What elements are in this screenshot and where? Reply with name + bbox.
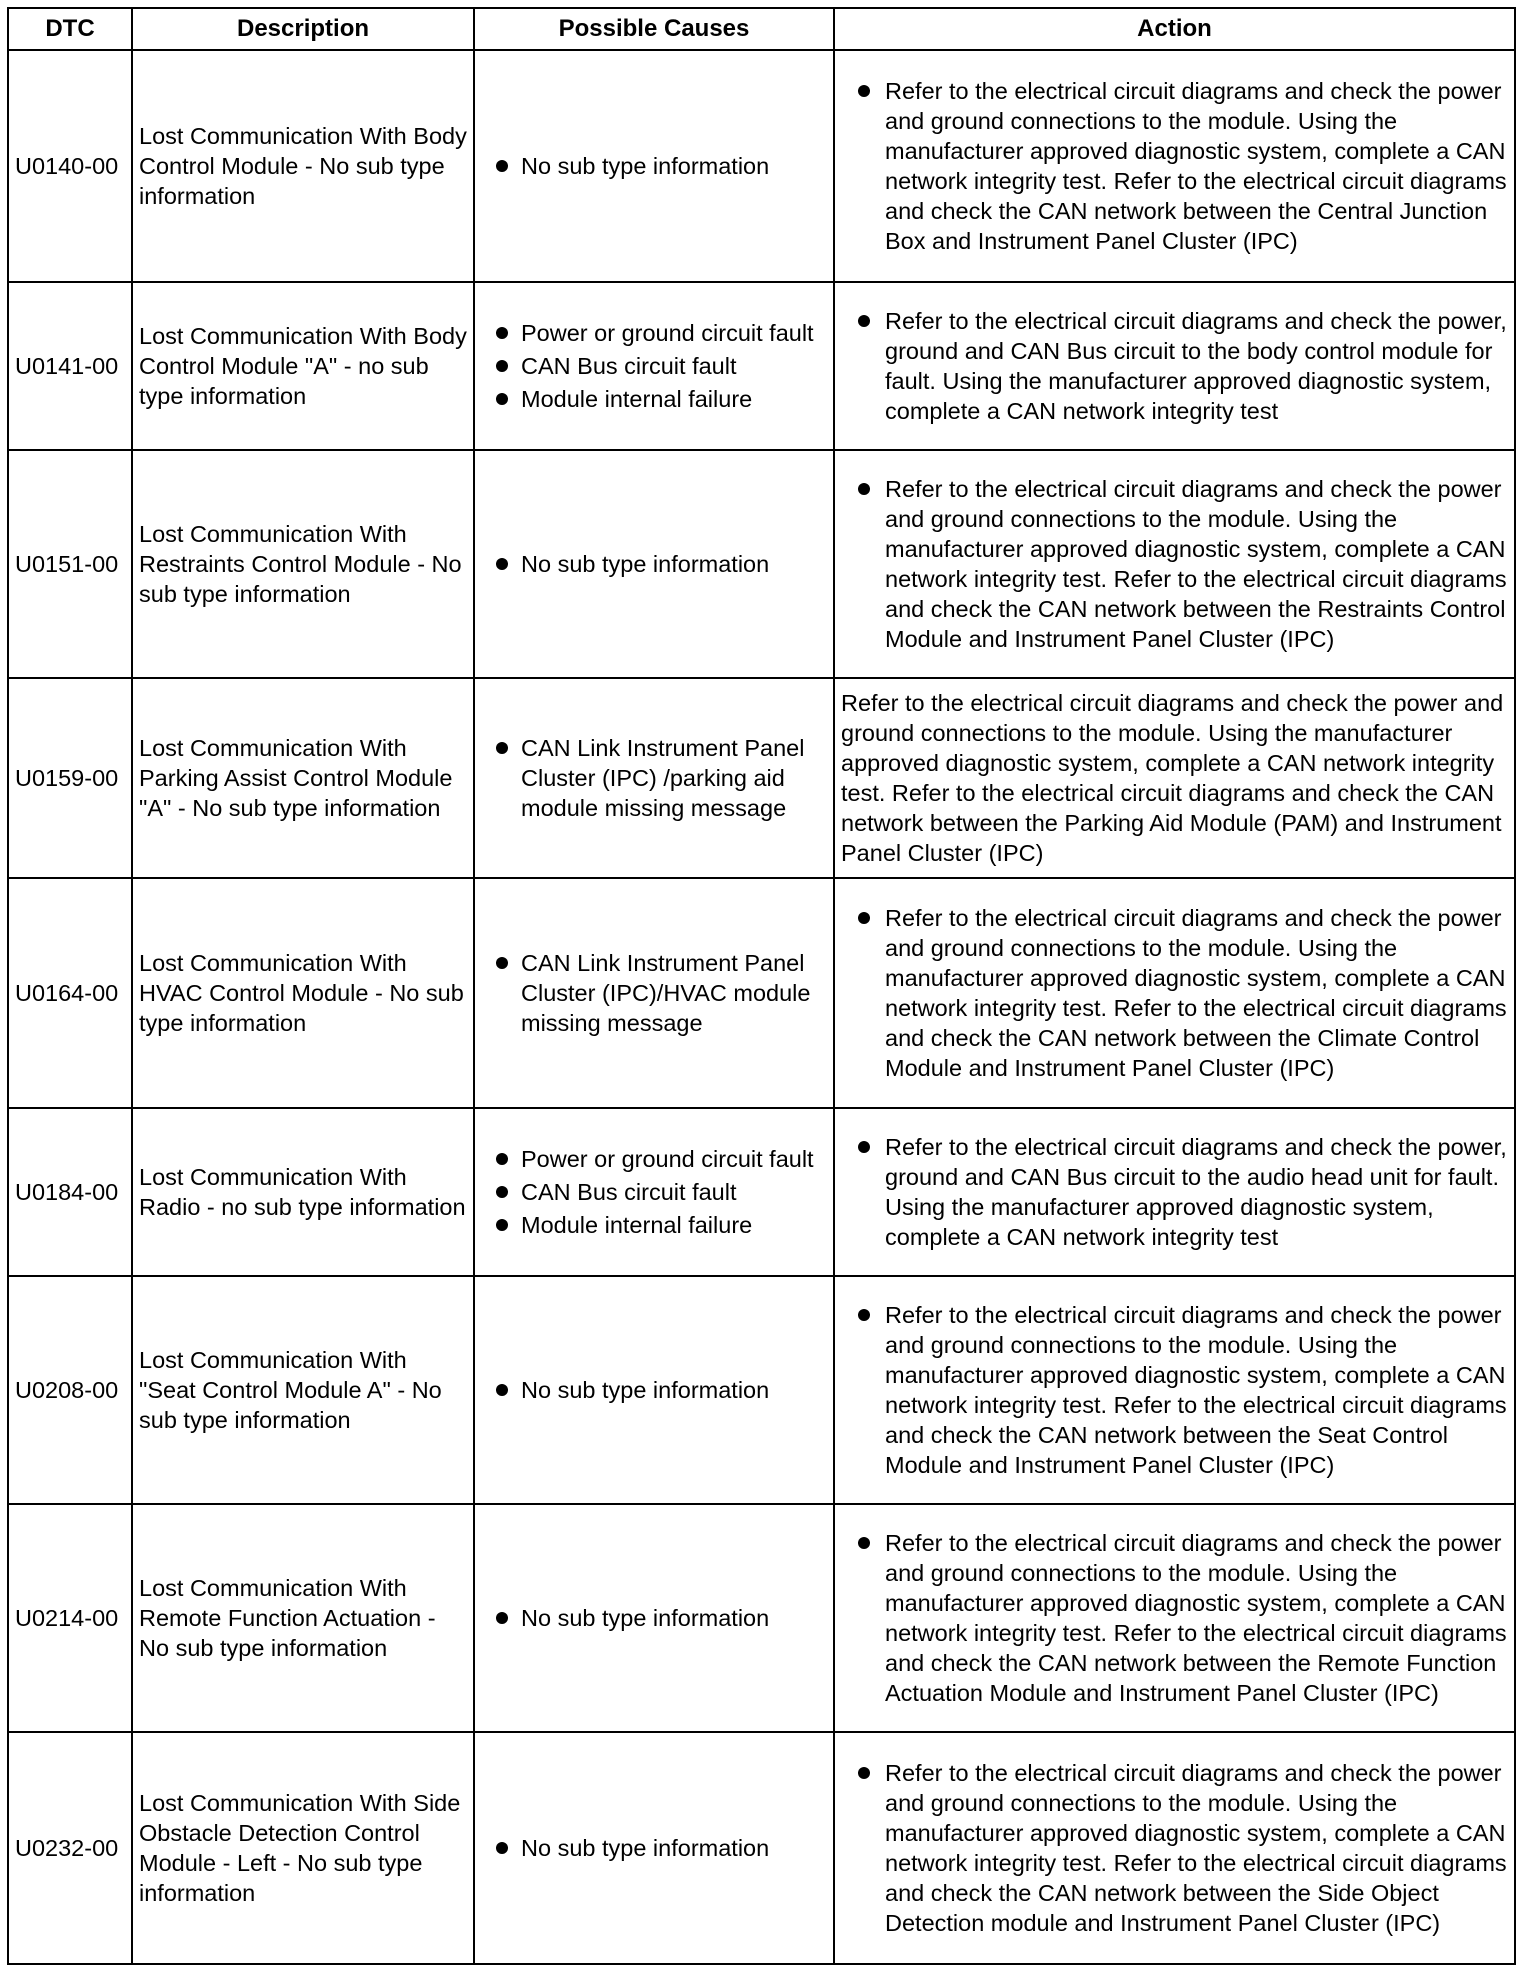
table-row: [8, 1504, 1515, 1732]
action-cell: [834, 1276, 1515, 1504]
cause-text: CAN Bus circuit fault: [521, 1179, 737, 1205]
dtc-description: Lost Communication With Restraints Control Module - No sub type information: [132, 450, 474, 678]
possible-causes-cell: [474, 1504, 834, 1732]
table-row: [8, 1276, 1515, 1504]
dtc-code: U0214-00: [8, 1504, 132, 1732]
cause-text: CAN Link Instrument Panel Cluster (IPC)/HVAC module missing message: [521, 950, 811, 1036]
possible-causes-cell: [474, 50, 834, 282]
list-item: [481, 318, 827, 348]
bullet-icon: [496, 393, 508, 405]
bullet-icon: [496, 327, 508, 339]
dtc-code: U0141-00: [8, 282, 132, 450]
table-row: [8, 282, 1515, 450]
causes-list: [481, 1144, 827, 1240]
table-row: [8, 1732, 1515, 1964]
action-cell: [834, 1108, 1515, 1276]
list-item: [841, 306, 1508, 426]
causes-list: [481, 948, 827, 1038]
action-list: [841, 1758, 1508, 1938]
cause-text: No sub type information: [521, 551, 770, 577]
action-cell: [834, 450, 1515, 678]
list-item: [481, 1144, 827, 1174]
dtc-description: Lost Communication With Remote Function Actuation - No sub type information: [132, 1504, 474, 1732]
list-item: [841, 1528, 1508, 1708]
action-cell: [834, 1732, 1515, 1964]
bullet-icon: [496, 1219, 508, 1231]
dtc-description: Lost Communication With Body Control Module "A" - no sub type information: [132, 282, 474, 450]
list-item: [481, 1603, 827, 1633]
table-row: [8, 450, 1515, 678]
header-description: Description: [132, 8, 474, 50]
bullet-icon: [496, 1612, 508, 1624]
action-list: [841, 306, 1508, 426]
list-item: [481, 1375, 827, 1405]
list-item: [841, 1758, 1508, 1938]
action-list: [841, 76, 1508, 256]
list-item: [481, 1177, 827, 1207]
bullet-icon: [858, 315, 870, 327]
possible-causes-cell: [474, 878, 834, 1108]
action-cell: [834, 50, 1515, 282]
action-cell: [834, 1504, 1515, 1732]
action-text: Refer to the electrical circuit diagrams and check the power and ground connections to the module. Using the manufacturer approved diagnostic system, complete a CAN network integrity test. Refer to the electrical circuit diagrams and check the CAN network between the Parking Aid Module (PAM) and Instrument Panel Cluster (IPC): [841, 690, 1504, 866]
document-page: [7, 7, 1514, 1965]
possible-causes-cell: [474, 1732, 834, 1964]
bullet-icon: [858, 483, 870, 495]
dtc-description: Lost Communication With Side Obstacle Detection Control Module - Left - No sub type information: [132, 1732, 474, 1964]
list-item: [841, 474, 1508, 654]
action-text: Refer to the electrical circuit diagrams and check the power and ground connections to the module. Using the manufacturer approved diagnostic system, complete a CAN network integrity test. Refer to the electrical circuit diagrams and check the CAN network between the Remote Function Actuation Module and Instrument Panel Cluster (IPC): [885, 1530, 1507, 1706]
bullet-icon: [496, 558, 508, 570]
bullet-icon: [858, 1767, 870, 1779]
table-row: [8, 878, 1515, 1108]
cause-text: CAN Link Instrument Panel Cluster (IPC) /parking aid module missing message: [521, 735, 805, 821]
list-item: [481, 384, 827, 414]
cause-text: No sub type information: [521, 1377, 770, 1403]
bullet-icon: [496, 1842, 508, 1854]
dtc-code: U0140-00: [8, 50, 132, 282]
dtc-description: Lost Communication With "Seat Control Module A" - No sub type information: [132, 1276, 474, 1504]
dtc-code: U0208-00: [8, 1276, 132, 1504]
list-item: [481, 948, 827, 1038]
list-item: [481, 151, 827, 181]
action-cell: [834, 678, 1515, 878]
cause-text: No sub type information: [521, 1605, 770, 1631]
possible-causes-cell: [474, 450, 834, 678]
action-list: [841, 1132, 1508, 1252]
action-text: Refer to the electrical circuit diagrams and check the power and ground connections to the module. Using the manufacturer approved diagnostic system, complete a CAN network integrity test. Refer to the electrical circuit diagrams and check the CAN network between the Side Object Detection module and Instrument Panel Cluster (IPC): [885, 1760, 1507, 1936]
action-list: [841, 474, 1508, 654]
bullet-icon: [496, 1186, 508, 1198]
possible-causes-cell: [474, 1276, 834, 1504]
causes-list: [481, 1375, 827, 1405]
action-text: Refer to the electrical circuit diagrams and check the power and ground connections to the module. Using the manufacturer approved diagnostic system, complete a CAN network integrity test. Refer to the electrical circuit diagrams and check the CAN network between the Central Junction Box and Instrument Panel Cluster (IPC): [885, 78, 1507, 254]
bullet-icon: [858, 85, 870, 97]
dtc-code: U0184-00: [8, 1108, 132, 1276]
action-list: [841, 1528, 1508, 1708]
bullet-icon: [858, 912, 870, 924]
dtc-code: U0151-00: [8, 450, 132, 678]
header-dtc: DTC: [8, 8, 132, 50]
dtc-table: [7, 7, 1516, 1965]
list-item: [481, 1210, 827, 1240]
dtc-description: Lost Communication With HVAC Control Module - No sub type information: [132, 878, 474, 1108]
bullet-icon: [496, 1153, 508, 1165]
causes-list: [481, 318, 827, 414]
bullet-icon: [858, 1309, 870, 1321]
list-item: [841, 1132, 1508, 1252]
dtc-description: Lost Communication With Parking Assist Control Module "A" - No sub type information: [132, 678, 474, 878]
table-row: [8, 1108, 1515, 1276]
bullet-icon: [496, 957, 508, 969]
bullet-icon: [858, 1537, 870, 1549]
cause-text: Module internal failure: [521, 386, 753, 412]
dtc-code: U0159-00: [8, 678, 132, 878]
dtc-code: U0232-00: [8, 1732, 132, 1964]
cause-text: Module internal failure: [521, 1212, 753, 1238]
list-item: [481, 1833, 827, 1863]
list-item: [481, 549, 827, 579]
action-text: Refer to the electrical circuit diagrams and check the power, ground and CAN Bus circuit to the body control module for fault. Using the manufacturer approved diagnostic system, complete a CAN network integrity test: [885, 308, 1507, 424]
action-text: Refer to the electrical circuit diagrams and check the power and ground connections to the module. Using the manufacturer approved diagnostic system, complete a CAN network integrity test. Refer to the electrical circuit diagrams and check the CAN network between the Seat Control Module and Instrument Panel Cluster (IPC): [885, 1302, 1507, 1478]
action-list: [841, 1300, 1508, 1480]
cause-text: Power or ground circuit fault: [521, 320, 814, 346]
action-list: [841, 903, 1508, 1083]
bullet-icon: [496, 742, 508, 754]
action-text: Refer to the electrical circuit diagrams and check the power and ground connections to the module. Using the manufacturer approved diagnostic system, complete a CAN network integrity test. Refer to the electrical circuit diagrams and check the CAN network between the Restraints Control Module and Instrument Panel Cluster (IPC): [885, 476, 1507, 652]
action-cell: [834, 878, 1515, 1108]
cause-text: Power or ground circuit fault: [521, 1146, 814, 1172]
list-item: [841, 1300, 1508, 1480]
causes-list: [481, 151, 827, 181]
action-cell: [834, 282, 1515, 450]
cause-text: No sub type information: [521, 153, 770, 179]
causes-list: [481, 1603, 827, 1633]
causes-list: [481, 733, 827, 823]
bullet-icon: [496, 160, 508, 172]
possible-causes-cell: [474, 282, 834, 450]
dtc-description: Lost Communication With Radio - no sub type information: [132, 1108, 474, 1276]
table-body: [8, 50, 1515, 1964]
table-row: [8, 50, 1515, 282]
possible-causes-cell: [474, 678, 834, 878]
action-text: Refer to the electrical circuit diagrams and check the power and ground connections to the module. Using the manufacturer approved diagnostic system, complete a CAN network integrity test. Refer to the electrical circuit diagrams and check the CAN network between the Climate Control Module and Instrument Panel Cluster (IPC): [885, 905, 1507, 1081]
bullet-icon: [496, 1384, 508, 1396]
dtc-code: U0164-00: [8, 878, 132, 1108]
list-item: [481, 351, 827, 381]
bullet-icon: [858, 1141, 870, 1153]
list-item: [841, 76, 1508, 256]
table-row: [8, 678, 1515, 878]
dtc-description: Lost Communication With Body Control Module - No sub type information: [132, 50, 474, 282]
header-possible-causes: Possible Causes: [474, 8, 834, 50]
bullet-icon: [496, 360, 508, 372]
list-item: [481, 733, 827, 823]
possible-causes-cell: [474, 1108, 834, 1276]
cause-text: CAN Bus circuit fault: [521, 353, 737, 379]
cause-text: No sub type information: [521, 1835, 770, 1861]
causes-list: [481, 549, 827, 579]
table-header-row: [8, 8, 1515, 50]
causes-list: [481, 1833, 827, 1863]
header-action: Action: [834, 8, 1515, 50]
list-item: [841, 903, 1508, 1083]
action-text: Refer to the electrical circuit diagrams and check the power, ground and CAN Bus circuit to the audio head unit for fault. Using the manufacturer approved diagnostic system, complete a CAN network integrity test: [885, 1134, 1507, 1250]
